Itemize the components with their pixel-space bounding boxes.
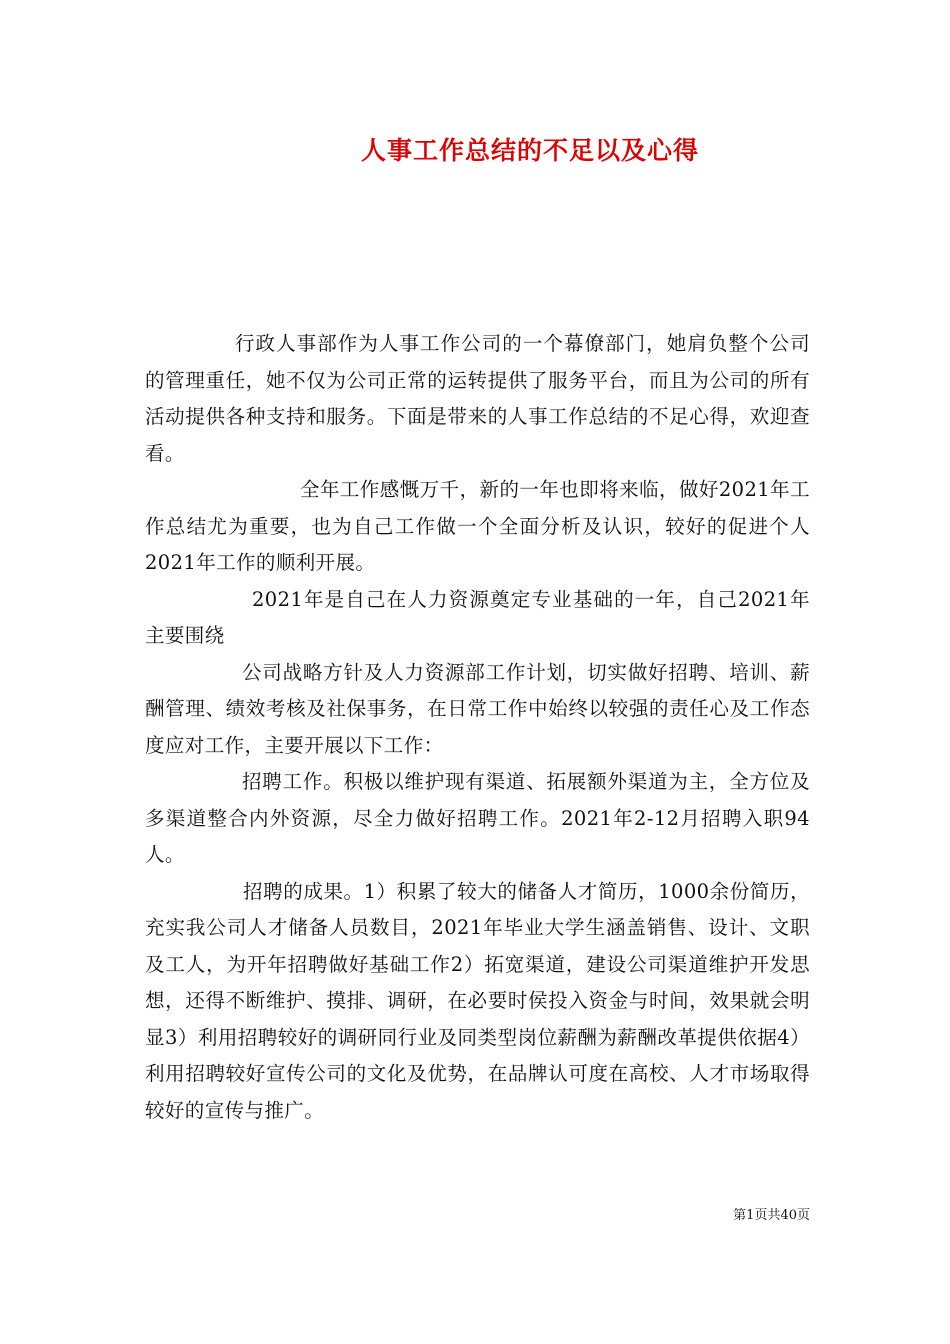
page-number: 第1页共40页	[733, 1208, 810, 1223]
paragraph-foundation: 2021年是自己在人力资源奠定专业基础的一年，自己2021年主要围绕	[145, 587, 810, 647]
paragraph-recruitment: 招聘工作。积极以维护现有渠道、拓展额外渠道为主，全方位及多渠道整合内外资源，尽全力做好招聘工作。2021年2-12月招聘入职94人。	[145, 770, 810, 866]
document-title: 人事工作总结的不足以及心得	[360, 136, 699, 165]
paragraph-year-summary: 全年工作感慨万千，新的一年也即将来临，做好2021年工作总结尤为重要，也为自己工作做一个全面分析及认识，较好的促进个人2021年工作的顺利开展。	[145, 478, 810, 574]
document-body	[145, 326, 810, 1129]
paragraph-intro: 行政人事部作为人事工作公司的一个幕僚部门，她肩负整个公司的管理重任，她不仅为公司正常的运转提供了服务平台，而且为公司的所有活动提供各种支持和服务。下面是带来的人事工作总结的不足心得，欢迎查看。	[145, 332, 810, 465]
paragraph-strategy: 公司战略方针及人力资源部工作计划，切实做好招聘、培训、薪酬管理、绩效考核及社保事务，在日常工作中始终以较强的责任心及工作态度应对工作，主要开展以下工作：	[145, 660, 810, 757]
paragraph-recruitment-results: 招聘的成果。1）积累了较大的储备人才简历，1000余份简历，充实我公司人才储备人员数目，2021年毕业大学生涵盖销售、设计、文职及工人，为开年招聘做好基础工作2）拓宽渠道，建设公司渠道维护开发思想，还得不断维护、摸排、调研，在必要时侯投入资金与时间，效果就会明显3）利用招聘较好的调研同行业及同类型岗位薪酬为薪酬改革提供依据4）利用招聘较好宣传公司的文化及优势，在品牌认可度在高校、人才市场取得较好的宣传与推广。	[145, 879, 810, 1122]
